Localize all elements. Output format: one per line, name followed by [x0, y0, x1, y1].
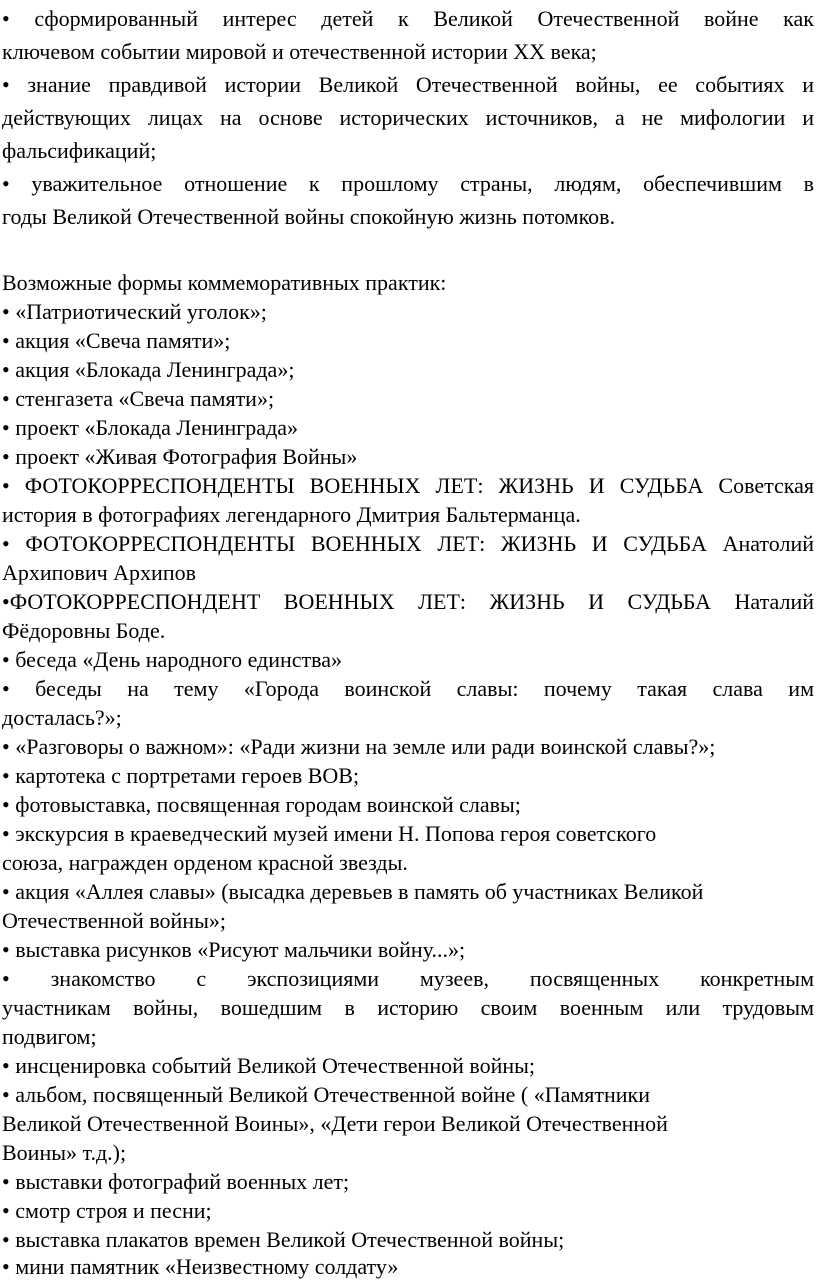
list-item: • знакомство с экспозициями музеев, посвященных конкретным [2, 966, 814, 991]
list-item: • выставки фотографий военных лет; [2, 1169, 350, 1194]
list-item-continuation: подвигом; [2, 1024, 97, 1049]
list-item: • проект «Блокада Ленинграда» [2, 415, 299, 440]
list-item: • ФОТОКОРРЕСПОНДЕНТЫ ВОЕННЫХ ЛЕТ: ЖИЗНЬ И СУДЬБА Советская [2, 473, 814, 498]
list-item: • фотовыставка, посвященная городам воинской славы; [2, 792, 521, 817]
list-item: •ФОТОКОРРЕСПОНДЕНТ ВОЕННЫХ ЛЕТ: ЖИЗНЬ И СУДЬБА Наталий [2, 589, 814, 614]
list-item-continuation: союза, награжден орденом красной звезды. [2, 850, 408, 875]
list-item: • ФОТОКОРРЕСПОНДЕНТЫ ВОЕННЫХ ЛЕТ: ЖИЗНЬ И СУДЬБА Анатолий [2, 531, 814, 556]
list-item: • альбом, посвященный Великой Отечественной войне ( «Памятники [2, 1082, 651, 1107]
list-item: • инсценировка событий Великой Отечественной войны; [2, 1053, 536, 1078]
list-item: • стенгазета «Свеча памяти»; [2, 386, 275, 411]
text-line: • сформированный интерес детей к Великой Отечественной войне как [2, 6, 814, 31]
list-item: • беседы на тему «Города воинской славы: почему такая слава им [2, 676, 814, 701]
list-item-continuation: Архипович Архипов [2, 560, 196, 585]
section-heading: Возможные формы коммеморативных практик: [2, 270, 447, 295]
list-item: • «Патриотический уголок»; [2, 299, 267, 324]
list-item-continuation: участникам войны, вошедшим в историю своим военным или трудовым [2, 995, 814, 1020]
list-item: • акция «Аллея славы» (высадка деревьев в память об участниках Великой [2, 879, 704, 904]
list-item-continuation: Великой Отечественной Воины», «Дети герои Великой Отечественной [2, 1111, 668, 1136]
list-item: • мини памятник «Неизвестному солдату» [2, 1254, 399, 1279]
list-item: • акция «Блокада Ленинграда»; [2, 357, 295, 382]
list-item-continuation: досталась?»; [2, 705, 122, 730]
text-line: • знание правдивой истории Великой Отечественной войны, ее событиях и [2, 72, 814, 97]
list-item: • выставка рисунков «Рисуют мальчики войну...»; [2, 937, 466, 962]
text-line: действующих лицах на основе исторических источников, а не мифологии и [2, 105, 814, 130]
list-item-continuation: Воины» т.д.); [2, 1140, 127, 1165]
text-line: годы Великой Отечественной войны спокойную жизнь потомков. [2, 204, 616, 229]
list-item: • экскурсия в краеведческий музей имени Н. Попова героя советского [2, 821, 657, 846]
list-item-continuation: Фёдоровны Боде. [2, 618, 166, 643]
list-item-continuation: история в фотографиях легендарного Дмитрия Бальтерманца. [2, 502, 581, 527]
list-item: • «Разговоры о важном»: «Ради жизни на земле или ради воинской славы?»; [2, 734, 716, 759]
list-item: • картотека с портретами героев ВОВ; [2, 763, 360, 788]
list-item: • смотр строя и песни; [2, 1198, 212, 1223]
list-item-continuation: Отечественной войны»; [2, 908, 226, 933]
list-item: • акция «Свеча памяти»; [2, 328, 231, 353]
text-line: фальсификаций; [2, 138, 157, 163]
text-line: ключевом событии мировой и отечественной истории XX века; [2, 39, 597, 64]
list-item: • проект «Живая Фотография Войны» [2, 444, 358, 469]
list-item: • беседа «День народного единства» [2, 647, 343, 672]
text-line: • уважительное отношение к прошлому страны, людям, обеспечившим в [2, 171, 814, 196]
list-item: • выставка плакатов времен Великой Отечественной войны; [2, 1227, 565, 1252]
